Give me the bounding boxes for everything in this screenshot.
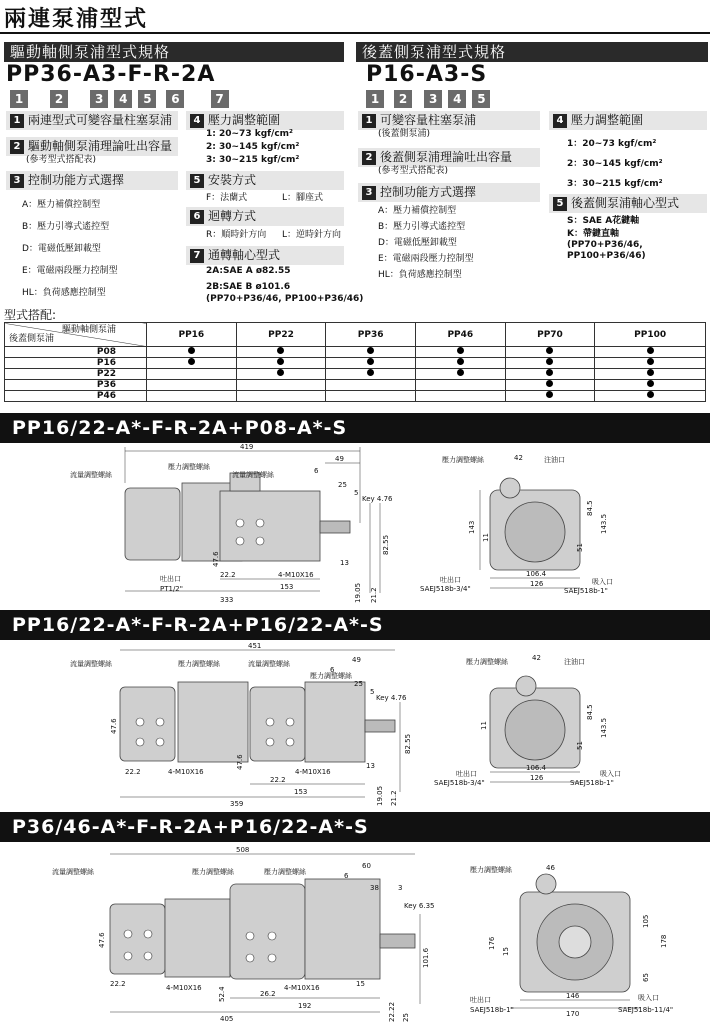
dim-text: 47.6 <box>236 754 244 770</box>
badge-4: 4 <box>190 114 204 128</box>
rear-side-section-header: 後蓋側泵浦型式規格 <box>356 42 708 62</box>
corner-bottom-label: 後蓋側泵浦 <box>9 334 55 344</box>
label-text: 壓力調整螺絲 <box>442 456 484 464</box>
code-box: 2 <box>394 90 412 108</box>
table-cell <box>326 347 416 358</box>
drive-side-model-code: PP36-A3-F-R-2A <box>6 62 216 87</box>
dim-text: 13 <box>366 762 375 770</box>
drive-opt-6-a: R：順時針方向 <box>206 230 267 240</box>
list-item: E：電磁兩段壓力控制型 <box>378 254 474 264</box>
label-text: SAEJ518b-3/4" <box>420 585 471 593</box>
row-label: P22 <box>5 369 147 380</box>
drive-opt-3-list <box>22 194 118 304</box>
table-cell <box>505 380 595 391</box>
list-item: B：壓力引導式遙控型 <box>378 222 466 232</box>
label-text: 壓力調整螺絲 <box>264 868 306 876</box>
label-text: SAEJ518b-3/4" <box>434 779 485 787</box>
table-cell <box>147 380 237 391</box>
rear-side-model-code: P16-A3-S <box>366 62 488 87</box>
dim-text: 84.5 <box>586 500 594 516</box>
label-text: SAEJ518b-1" <box>470 1006 514 1014</box>
opt-title: 後蓋側泵浦軸心型式 <box>571 196 680 210</box>
opt-title: 通轉軸心型式 <box>208 248 281 262</box>
compatible-dot-icon <box>647 347 654 354</box>
list-item: 2A:SAE A ø82.55 <box>206 266 291 276</box>
table-cell <box>147 358 237 369</box>
label-text: 吸入口 <box>600 770 621 778</box>
table-cell <box>236 369 326 380</box>
dim-text: 176 <box>488 936 496 950</box>
table-cell <box>326 380 416 391</box>
label-text: 壓力調整螺絲 <box>466 658 508 666</box>
dim-text: 3 <box>398 884 403 892</box>
compatible-dot-icon <box>546 391 553 398</box>
dim-text: 6 <box>314 467 319 475</box>
opt-title: 控制功能方式選擇 <box>28 173 125 187</box>
badge-7: 7 <box>190 249 204 263</box>
opt-title: 控制功能方式選擇 <box>380 185 477 199</box>
compatible-dot-icon <box>277 369 284 376</box>
dim-text: 178 <box>660 934 668 948</box>
dim-text: 106.4 <box>526 570 547 578</box>
drawing-heading-2: PP16/22-A*-F-R-2A+P16/22-A*-S <box>0 610 710 640</box>
compatible-dot-icon <box>367 358 374 365</box>
code-box: 3 <box>90 90 108 108</box>
page-title: 兩連泵浦型式 <box>4 7 149 32</box>
dim-text: 4-M10X16 <box>278 571 314 579</box>
dim-text: 82.55 <box>382 534 390 555</box>
table-row <box>5 369 706 380</box>
label-text: 吸入口 <box>638 994 659 1002</box>
label-text: SAEJ518b-1" <box>570 779 614 787</box>
list-item: HL：負荷感應控制型 <box>378 270 462 280</box>
rear-opt-3 <box>358 183 540 202</box>
compatible-dot-icon <box>277 347 284 354</box>
compatible-dot-icon <box>546 380 553 387</box>
drive-opt-6-b: L：逆時針方向 <box>282 230 342 240</box>
compatible-dot-icon <box>188 347 195 354</box>
compatible-dot-icon <box>647 369 654 376</box>
dim-text: 47.6 <box>98 932 106 948</box>
label-text: 流量調整螺絲 <box>248 660 290 668</box>
table-cell <box>595 369 706 380</box>
table-cell <box>505 347 595 358</box>
col-head: PP70 <box>505 323 595 347</box>
col-head: PP16 <box>147 323 237 347</box>
dim-text: 15 <box>356 980 365 988</box>
dim-text: 419 <box>240 443 254 451</box>
list-item: A：壓力補償控制型 <box>378 206 457 216</box>
list-item: 1: 20~73 kgf/cm² <box>206 129 294 139</box>
label-text: 流量調整螺絲 <box>232 471 274 479</box>
table-cell <box>415 380 505 391</box>
rear-opt-3-list <box>378 203 474 283</box>
dim-text: 15 <box>502 947 510 956</box>
compatible-dot-icon <box>647 391 654 398</box>
dim-text: 52.4 <box>218 986 226 1002</box>
dim-text: 146 <box>566 992 580 1000</box>
label-text: SAEJ518b-11/4" <box>618 1006 674 1014</box>
table-body <box>5 347 706 402</box>
opt-title: 壓力調整範圍 <box>208 113 281 127</box>
compatible-dot-icon <box>188 358 195 365</box>
dim-text: 25 <box>338 481 347 489</box>
table-cell <box>147 369 237 380</box>
label-text: 流量調整螺絲 <box>70 660 112 668</box>
badge-5: 5 <box>190 174 204 188</box>
drive-opt-3 <box>6 171 178 190</box>
table-row <box>5 358 706 369</box>
dim-text: 143.5 <box>600 717 608 738</box>
dim-text: 192 <box>298 1002 312 1010</box>
dim-text: 84.5 <box>586 704 594 720</box>
drawing-2-side-view <box>70 642 450 810</box>
badge-1: 1 <box>10 114 24 128</box>
dim-text: 153 <box>294 788 308 796</box>
table-cell <box>326 358 416 369</box>
table-cell <box>236 380 326 391</box>
opt-title: 安裝方式 <box>208 173 257 187</box>
table-cell <box>236 347 326 358</box>
row-label: P16 <box>5 358 147 369</box>
label-text: 吐出口 <box>456 770 477 778</box>
table-cell <box>147 347 237 358</box>
list-item: B：壓力引導式遙控型 <box>22 222 110 232</box>
rear-opt-4-list <box>567 134 663 194</box>
drive-opt-6 <box>186 207 344 226</box>
drive-opt-5-b: L：腳座式 <box>282 193 324 203</box>
opt-title: 驅動軸側泵浦理論吐出容量 <box>28 139 173 153</box>
list-item: K：帶鍵直軸 <box>567 229 619 239</box>
drive-opt-1 <box>6 111 178 130</box>
compatible-dot-icon <box>647 380 654 387</box>
opt-title: 兩連型式可變容量柱塞泵浦 <box>28 113 173 127</box>
label-text: 吐出口 <box>440 576 461 584</box>
drive-opt-7 <box>186 246 344 265</box>
list-item: A：壓力補償控制型 <box>22 200 101 210</box>
table-cell <box>505 369 595 380</box>
code-box: 5 <box>472 90 490 108</box>
compatible-dot-icon <box>546 358 553 365</box>
code-box: 1 <box>10 90 28 108</box>
list-item: 2：30~145 kgf/cm² <box>567 159 663 169</box>
rear-opt-1-note: (後蓋側泵浦) <box>378 129 431 139</box>
dim-text: 508 <box>236 846 250 854</box>
dim-text: 359 <box>230 800 244 808</box>
dim-text: 4-M10X16 <box>168 768 204 776</box>
table-cell <box>595 391 706 402</box>
table-row <box>5 391 706 402</box>
dim-text: 106.4 <box>526 764 547 772</box>
corner-top-label: 驅動軸側泵浦 <box>61 325 116 335</box>
dim-text: 19.05 <box>354 582 362 603</box>
compatible-dot-icon <box>367 369 374 376</box>
drive-opt-2-note: (參考型式搭配表) <box>26 155 97 165</box>
dim-text: 126 <box>530 580 544 588</box>
label-text: 注油口 <box>564 658 585 666</box>
compatible-dot-icon <box>367 347 374 354</box>
compatible-dot-icon <box>546 347 553 354</box>
drawing-heading-3: P36/46-A*-F-R-2A+P16/22-A*-S <box>0 812 710 842</box>
code-box: 6 <box>166 90 184 108</box>
dim-text: 42 <box>514 454 523 462</box>
dim-text: 22.2 <box>125 768 141 776</box>
table-cell <box>595 380 706 391</box>
row-label: P08 <box>5 347 147 358</box>
table-row <box>5 380 706 391</box>
dim-text: 25 <box>354 680 363 688</box>
dim-text: 13 <box>340 559 349 567</box>
badge-4: 4 <box>553 114 567 128</box>
dim-text: 101.6 <box>422 947 430 968</box>
opt-title: 壓力調整範圍 <box>571 113 644 127</box>
code-box: 1 <box>366 90 384 108</box>
compatible-dot-icon <box>546 369 553 376</box>
list-item: HL：負荷感應控制型 <box>22 288 106 298</box>
table-cell <box>595 347 706 358</box>
list-item: E：電磁兩段壓力控制型 <box>22 266 118 276</box>
drive-opt-4-list <box>206 128 299 167</box>
drawing-2-front-view <box>420 648 630 798</box>
compatible-dot-icon <box>277 358 284 365</box>
dim-text: 6 <box>344 872 349 880</box>
compatible-dot-icon <box>647 358 654 365</box>
table-cell <box>236 358 326 369</box>
col-head: PP46 <box>415 323 505 347</box>
drive-opt-7-list <box>206 265 363 305</box>
dim-text: 22.2 <box>220 571 236 579</box>
dim-text: 60 <box>362 862 371 870</box>
badge-2: 2 <box>362 151 376 165</box>
rear-opt-5 <box>549 194 707 213</box>
list-item: (PP70+P36/46, PP100+P36/46) <box>567 240 646 261</box>
rear-side-code-boxes <box>366 88 491 108</box>
dim-text: 170 <box>566 1010 580 1018</box>
table-cell <box>326 369 416 380</box>
dim-text: Key 4.76 <box>362 495 393 503</box>
dim-text: 38 <box>370 884 379 892</box>
list-item: (PP70+P36/46, PP100+P36/46) <box>206 294 364 304</box>
label-text: 流量調整螺絲 <box>52 868 94 876</box>
table-cell <box>595 358 706 369</box>
dim-text: 47.6 <box>110 718 118 734</box>
opt-title: 迴轉方式 <box>208 209 257 223</box>
dim-text: 4-M10X16 <box>284 984 320 992</box>
label-text: PT1/2" <box>160 585 183 593</box>
table-cell <box>236 391 326 402</box>
dim-text: 11 <box>480 721 488 730</box>
code-box: 4 <box>114 90 132 108</box>
opt-title: 後蓋側泵浦理論吐出容量 <box>380 150 513 164</box>
dim-text: 82.55 <box>404 733 412 754</box>
list-item: 1：20~73 kgf/cm² <box>567 139 657 149</box>
drive-side-code-boxes <box>10 88 230 108</box>
list-item: 3: 30~215 kgf/cm² <box>206 155 300 165</box>
rear-opt-5-list <box>567 216 710 262</box>
dim-text: 405 <box>220 1015 234 1023</box>
label-text: 壓力調整螺絲 <box>192 868 234 876</box>
list-item: D：電磁低壓卸載型 <box>22 244 101 254</box>
list-item: 2B:SAE B ø101.6 <box>206 282 291 292</box>
label-text: 注油口 <box>544 456 565 464</box>
drive-opt-5-a: F：法蘭式 <box>206 193 248 203</box>
drawing-3-front-view <box>470 852 685 1022</box>
list-item: D：電磁低壓卸載型 <box>378 238 457 248</box>
opt-title: 可變容量柱塞泵浦 <box>380 113 477 127</box>
dim-text: 26.2 <box>260 990 276 998</box>
table-caption: 型式搭配: <box>4 308 57 322</box>
table-corner <box>5 323 147 347</box>
table-cell <box>505 358 595 369</box>
row-label: P46 <box>5 391 147 402</box>
table-cell <box>415 391 505 402</box>
badge-5: 5 <box>553 197 567 211</box>
badge-2: 2 <box>10 140 24 154</box>
table-cell <box>415 347 505 358</box>
code-box: 4 <box>448 90 466 108</box>
row-label: P36 <box>5 380 147 391</box>
label-text: 壓力調整螺絲 <box>168 463 210 471</box>
list-item: 2: 30~145 kgf/cm² <box>206 142 300 152</box>
label-text: 壓力調整螺絲 <box>470 866 512 874</box>
dim-text: Key 4.76 <box>376 694 407 702</box>
badge-3: 3 <box>362 186 376 200</box>
dim-text: 126 <box>530 774 544 782</box>
drawing-1-front-view <box>420 450 630 600</box>
badge-1: 1 <box>362 114 376 128</box>
dim-text: 143 <box>468 520 476 534</box>
drive-side-section-header: 驅動軸側泵浦型式規格 <box>4 42 344 62</box>
table-row <box>5 347 706 358</box>
dim-text: 105 <box>642 914 650 928</box>
table-cell <box>326 391 416 402</box>
table-cell <box>147 391 237 402</box>
compatible-dot-icon <box>457 369 464 376</box>
rear-opt-2-note: (參考型式搭配表) <box>378 166 449 176</box>
label-text: 吸入口 <box>592 578 613 586</box>
dim-text: 22.22 <box>388 1001 396 1022</box>
dim-text: 19.05 <box>376 785 384 806</box>
dim-text: 25 <box>402 1013 410 1022</box>
dim-text: 65 <box>642 973 650 982</box>
code-box: 5 <box>138 90 156 108</box>
dim-text: 47.6 <box>212 551 220 567</box>
list-item: S：SAE A花鍵軸 <box>567 216 640 226</box>
dim-text: Key 6.35 <box>404 902 435 910</box>
table-cell <box>505 391 595 402</box>
col-head: PP22 <box>236 323 326 347</box>
label-text: 壓力調整螺絲 <box>178 660 220 668</box>
drive-opt-5 <box>186 171 344 190</box>
dim-text: 21.2 <box>370 587 378 603</box>
drawing-1-side-view <box>70 443 440 608</box>
list-item: 3：30~215 kgf/cm² <box>567 179 663 189</box>
dim-text: 51 <box>576 543 584 552</box>
badge-3: 3 <box>10 174 24 188</box>
dim-text: 6 <box>330 666 335 674</box>
dim-text: 5 <box>354 489 359 497</box>
dim-text: 4-M10X16 <box>295 768 331 776</box>
col-head: PP36 <box>326 323 416 347</box>
dim-text: 49 <box>335 455 344 463</box>
drawing-heading-1: PP16/22-A*-F-R-2A+P08-A*-S <box>0 413 710 443</box>
dim-text: 22.2 <box>110 980 126 988</box>
code-box: 2 <box>50 90 68 108</box>
dim-text: 51 <box>576 741 584 750</box>
dim-text: 153 <box>280 583 294 591</box>
dim-text: 143.5 <box>600 513 608 534</box>
dim-text: 46 <box>546 864 555 872</box>
dim-text: 451 <box>248 642 262 650</box>
model-combination-table <box>4 322 706 402</box>
compatible-dot-icon <box>457 358 464 365</box>
label-text: 壓力調整螺絲 <box>310 672 352 680</box>
table-cell <box>415 369 505 380</box>
compatible-dot-icon <box>457 347 464 354</box>
dim-text: 22.2 <box>270 776 286 784</box>
code-box: 3 <box>424 90 442 108</box>
rear-opt-4 <box>549 111 707 130</box>
dim-text: 4-M10X16 <box>166 984 202 992</box>
label-text: 吐出口 <box>470 996 491 1004</box>
label-text: SAEJ518b-1" <box>564 587 608 595</box>
dim-text: 333 <box>220 596 234 604</box>
title-divider <box>0 32 710 34</box>
label-text: 流量調整螺絲 <box>70 471 112 479</box>
badge-6: 6 <box>190 210 204 224</box>
dim-text: 5 <box>370 688 375 696</box>
dim-text: 49 <box>352 656 361 664</box>
col-head: PP100 <box>595 323 706 347</box>
dim-text: 42 <box>532 654 541 662</box>
dim-text: 11 <box>482 533 490 542</box>
dim-text: 21.2 <box>390 790 398 806</box>
drawing-3-side-view <box>50 844 450 1024</box>
label-text: 吐出口 <box>160 575 181 583</box>
code-box: 7 <box>211 90 229 108</box>
table-cell <box>415 358 505 369</box>
